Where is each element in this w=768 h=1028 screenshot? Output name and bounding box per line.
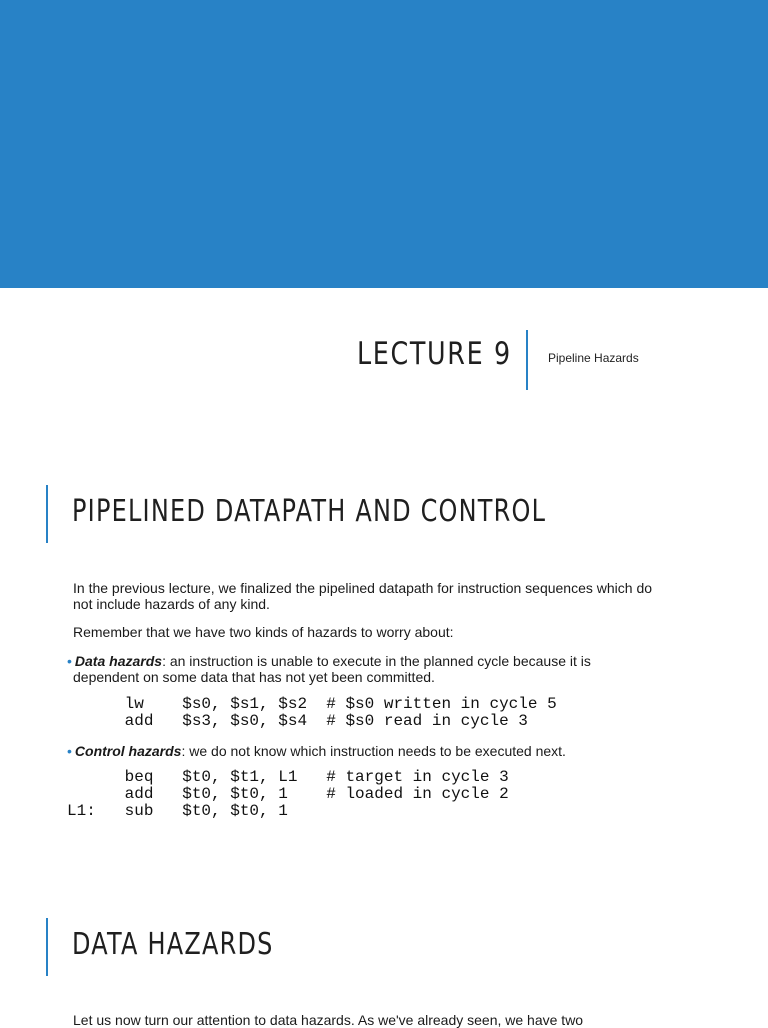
section-accent-bar xyxy=(46,918,48,976)
bullet-control-hazards xyxy=(67,743,677,759)
code-line: L1: sub $t0, $t0, 1 xyxy=(67,802,288,820)
code-line: add $s3, $s0, $s4 # $s0 read in cycle 3 xyxy=(67,712,528,730)
section-title-pipelined: PIPELINED DATAPATH AND CONTROL xyxy=(72,494,547,529)
title-block xyxy=(0,330,768,390)
code-line: add $t0, $t0, 1 # loaded in cycle 2 xyxy=(67,785,509,803)
bullet-term: Control hazards xyxy=(74,743,182,759)
section-accent-bar xyxy=(46,485,48,543)
code-line: lw $s0, $s1, $s2 # $s0 written in cycle 5 xyxy=(67,695,557,713)
code-block-data-hazard xyxy=(67,696,557,730)
title-divider xyxy=(526,330,528,390)
code-block-control-hazard xyxy=(67,769,509,820)
paragraph-intro: In the previous lecture, we finalized the pipelined datapath for instruction sequences which do not include hazards of any kind. xyxy=(73,580,653,612)
section-title-data-hazards: DATA HAZARDS xyxy=(72,927,274,962)
paragraph-hazards: Remember that we have two kinds of hazards to worry about: xyxy=(73,624,454,640)
code-line: beq $t0, $t1, L1 # target in cycle 3 xyxy=(67,768,509,786)
bullet-text: : we do not know which instruction needs to be executed next. xyxy=(181,743,566,759)
lecture-subtitle: Pipeline Hazards xyxy=(548,351,639,365)
bullet-term: Data hazards xyxy=(74,653,163,669)
bullet-data-hazards xyxy=(67,653,677,685)
title-banner xyxy=(0,0,768,288)
lecture-title: LECTURE 9 xyxy=(357,336,512,372)
bullet-text: : an instruction is unable to execute in the planned cycle because it is xyxy=(162,653,591,669)
bullet-dot: • xyxy=(67,743,72,759)
bullet-text-continued: dependent on some data that has not yet been committed. xyxy=(73,669,435,685)
bullet-dot: • xyxy=(67,653,72,669)
paragraph-data-hazards-partial: Let us now turn our attention to data hazards. As we've already seen, we have two xyxy=(73,1012,584,1028)
